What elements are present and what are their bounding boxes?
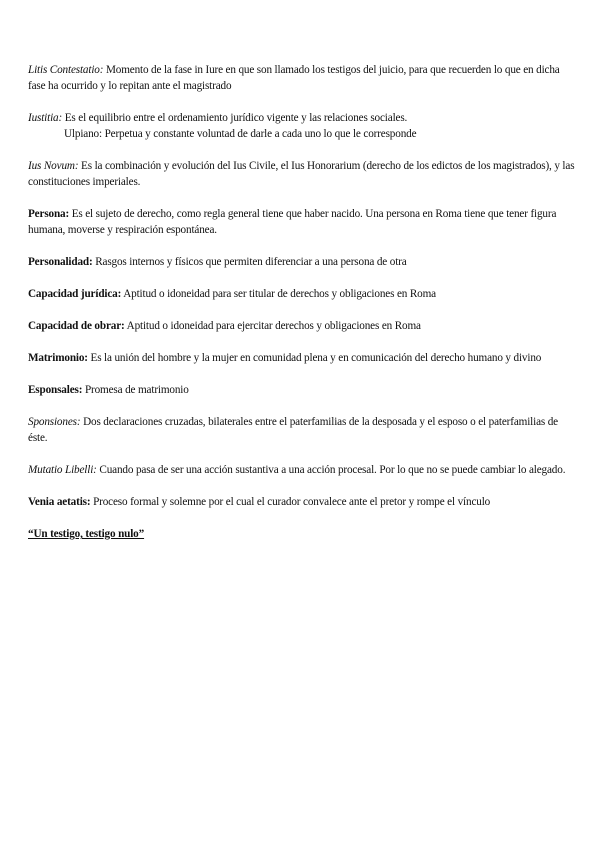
entry-matrimonio <box>28 350 576 366</box>
entry-definition: Rasgos internos y físicos que permiten diferenciar a una persona de otra <box>92 256 407 268</box>
entry-definition: Dos declaraciones cruzadas, bilaterales entre el paterfamilias de la desposada y el esposo o el paterfamilias de éste. <box>28 416 558 444</box>
entry-term: Matrimonio: <box>28 352 88 364</box>
entry-definition: Promesa de matrimonio <box>82 384 189 396</box>
entry-sub-line: Ulpiano: Perpetua y constante voluntad de darle a cada uno lo que le corresponde <box>64 128 417 140</box>
entry-term: Sponsiones: <box>28 416 81 428</box>
entry-venia-aetatis <box>28 494 576 510</box>
entry-mutatio-libelli <box>28 462 576 478</box>
entry-definition: Es la combinación y evolución del Ius Civile, el Ius Honorarium (derecho de los edictos de los magistrados), y las constituciones imperiales. <box>28 160 575 188</box>
closing-quote: “Un testigo, testigo nulo” <box>28 528 145 540</box>
entry-term: Mutatio Libelli: <box>28 464 97 476</box>
entry-sponsiones <box>28 414 576 446</box>
entry-esponsales <box>28 382 576 398</box>
entry-definition: Es la unión del hombre y la mujer en comunidad plena y en comunicación del derecho humano y divino <box>87 352 542 364</box>
entry-definition: Cuando pasa de ser una acción sustantiva a una acción procesal. Por lo que no se puede cambiar lo alegado. <box>96 464 566 476</box>
entry-definition: Aptitud o idoneidad para ser titular de derechos y obligaciones en Roma <box>121 288 436 300</box>
entry-definition: Momento de la fase in Iure en que son llamado los testigos del juicio, para que recuerden lo que en dicha fase ha ocurrido y lo repitan ante el magistrado <box>28 64 560 92</box>
entry-capacidad-de-obrar <box>28 318 576 334</box>
entry-term: Litis Contestatio: <box>28 64 104 76</box>
entry-definition: Es el equilibrio entre el ordenamiento jurídico vigente y las relaciones sociales. <box>62 112 408 124</box>
entry-definition: Proceso formal y solemne por el cual el curador convalece ante el pretor y rompe el vínculo <box>90 496 491 508</box>
document-page <box>28 62 576 558</box>
entry-definition: Es el sujeto de derecho, como regla general tiene que haber nacido. Una persona en Roma tiene que tener figura humana, moverse y respiración espontánea. <box>28 208 557 236</box>
entry-term: Esponsales: <box>28 384 83 396</box>
entry-term: Personalidad: <box>28 256 93 268</box>
entry-litis-contestatio <box>28 62 576 94</box>
entry-capacidad-juridica <box>28 286 576 302</box>
entry-term: Capacidad jurídica: <box>28 288 122 300</box>
entry-term: Venia aetatis: <box>28 496 91 508</box>
entry-term: Capacidad de obrar: <box>28 320 125 332</box>
entry-personalidad <box>28 254 576 270</box>
entry-iustitia <box>28 110 576 142</box>
entry-term: Persona: <box>28 208 70 220</box>
entry-term: Ius Novum: <box>28 160 79 172</box>
entry-persona <box>28 206 576 238</box>
entry-term: Iustitia: <box>28 112 63 124</box>
entry-definition: Aptitud o idoneidad para ejercitar derechos y obligaciones en Roma <box>124 320 421 332</box>
entry-main-line <box>28 110 576 126</box>
entry-ius-novum <box>28 158 576 190</box>
